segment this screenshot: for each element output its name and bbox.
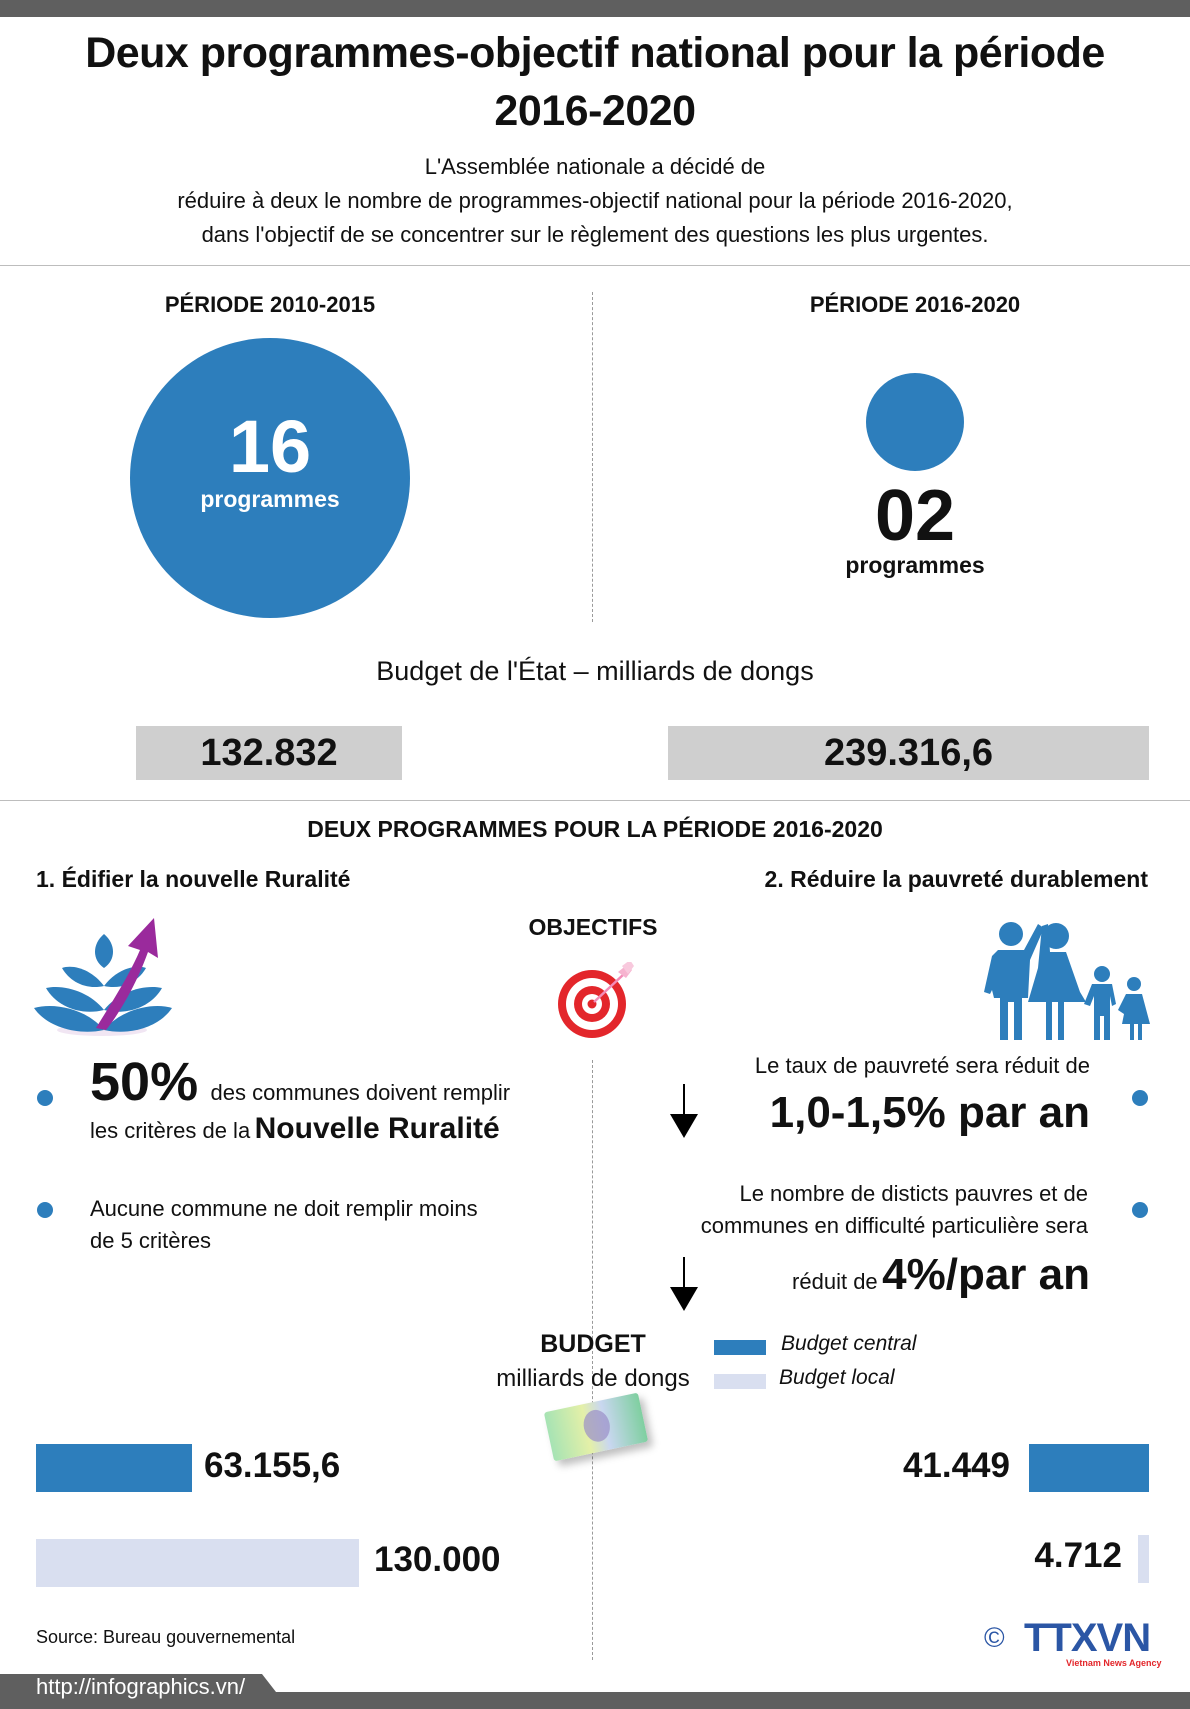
center-divider-1 — [592, 292, 593, 622]
page-title — [0, 24, 1190, 140]
budget-caption: Budget de l'État – milliards de dongs — [376, 656, 814, 686]
p2-o2-line1: Le nombre de disticts pauvres et de — [739, 1181, 1088, 1206]
p1-o2-line1: Aucune commune ne doit remplir moins — [90, 1196, 478, 1221]
p2-o2-rate: 4%/par an — [882, 1250, 1090, 1299]
p2-o2-line2: communes en difficulté particulière sera — [700, 1213, 1088, 1238]
p1-o1-text-a: des communes doivent remplir — [210, 1080, 511, 1105]
circle-02-programmes — [866, 373, 964, 471]
subtitle-line-2: réduire à deux le nombre de programmes-objectif national pour la période 2016-2020, — [177, 188, 1013, 213]
section-title: DEUX PROGRAMMES POUR LA PÉRIODE 2016-2020 — [307, 816, 883, 842]
title-line-1: Deux programmes-objectif national pour la période — [85, 29, 1105, 77]
divider-top — [0, 265, 1190, 266]
p2-objective-2-rate — [792, 1250, 1090, 1300]
bar-p1-local-value: 130.000 — [374, 1540, 501, 1579]
p1-objective-1 — [90, 1052, 590, 1147]
bar-p2-local-value: 4.712 — [1034, 1536, 1122, 1575]
copyright-icon: © — [984, 1622, 1005, 1653]
period-2010-2015-label: PÉRIODE 2010-2015 — [164, 292, 376, 317]
center-divider-2 — [592, 1060, 593, 1660]
plant-growth-arrow-icon — [32, 916, 172, 1038]
p2-o2-prefix: réduit de — [792, 1269, 878, 1294]
bullet-p2-o1 — [1132, 1090, 1148, 1106]
source-text: Source: Bureau gouvernemental — [36, 1627, 296, 1647]
bullet-p1-o1 — [37, 1090, 53, 1106]
bar-p1-central-value: 63.155,6 — [204, 1446, 341, 1485]
bar-p1-central — [36, 1444, 192, 1492]
program-1-title: 1. Édifier la nouvelle Ruralité — [36, 866, 351, 892]
banknote-icon — [544, 1393, 648, 1462]
bar-p1-local — [36, 1539, 359, 1587]
p2-objective-2-text — [701, 1178, 1088, 1242]
p2-o1-line1: Le taux de pauvreté sera réduit de — [754, 1053, 1090, 1078]
bar-p2-local — [1138, 1535, 1149, 1583]
top-bar — [0, 0, 1190, 17]
p1-o1-percent: 50% — [90, 1052, 199, 1112]
p1-o2-line2: de 5 critères — [90, 1228, 212, 1253]
ttxvn-logo-subtitle: Vietnam News Agency — [1066, 1658, 1162, 1668]
budget-2010-2015: 132.832 — [136, 726, 402, 780]
divider-middle — [0, 800, 1190, 801]
family-icon — [978, 918, 1150, 1040]
count-16: 16 — [228, 405, 312, 488]
count-02: 02 — [874, 476, 956, 556]
budget-2016-2020: 239.316,6 — [668, 726, 1149, 780]
legend-label-local: Budget local — [779, 1366, 895, 1389]
program-2-title: 2. Réduire la pauvreté durablement — [764, 866, 1148, 892]
p1-o1-text-b: les critères de la — [90, 1118, 251, 1143]
bar-p2-central — [1029, 1444, 1149, 1492]
title-line-2: 2016-2020 — [494, 87, 696, 135]
count-16-label: programmes — [200, 486, 340, 512]
footer-url-link[interactable]: http://infographics.vn/ — [36, 1674, 246, 1699]
legend-label-central: Budget central — [781, 1332, 917, 1355]
ttxvn-logo: TTXVN — [1024, 1616, 1151, 1660]
bar-p2-central-value: 41.449 — [902, 1446, 1010, 1485]
circle-16-programmes — [130, 338, 410, 618]
period-2016-2020-label: PÉRIODE 2016-2020 — [809, 292, 1021, 317]
budget-unit: milliards de dongs — [496, 1365, 690, 1392]
p1-o1-bold: Nouvelle Ruralité — [254, 1112, 500, 1145]
legend-swatch-central — [714, 1340, 766, 1355]
p1-objective-2 — [90, 1193, 590, 1257]
bullet-p1-o2 — [37, 1202, 53, 1218]
subtitle — [0, 150, 1190, 252]
legend-swatch-local — [714, 1374, 766, 1389]
subtitle-line-3: dans l'objectif de se concentrer sur le règlement des questions les plus urgentes. — [201, 222, 989, 247]
objectifs-label: OBJECTIFS — [528, 914, 658, 940]
subtitle-line-1: L'Assemblée nationale a décidé de — [424, 154, 766, 179]
target-icon — [556, 962, 636, 1042]
count-02-label: programmes — [845, 552, 985, 578]
p2-o1-rate: 1,0-1,5% par an — [769, 1088, 1090, 1137]
bullet-p2-o2 — [1132, 1202, 1148, 1218]
budget-title: BUDGET — [540, 1330, 646, 1358]
